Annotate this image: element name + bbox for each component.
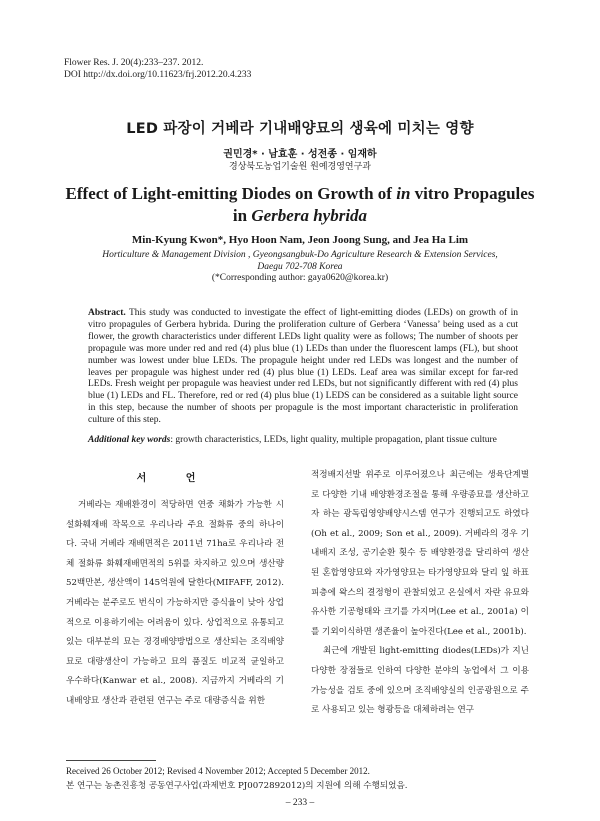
english-affiliation-line1: Horticulture & Management Division , Gyeongsangbuk-Do Agriculture Research & Extension Services,	[102, 250, 498, 260]
english-title-part2: vitro Propagules	[410, 184, 535, 203]
korean-title: LED 파장이 거베라 기내배양묘의 생육에 미치는 영향	[126, 121, 474, 137]
additional-keywords	[88, 435, 528, 445]
corresponding-author: (*Corresponding author: gaya0620@korea.kr)	[211, 273, 389, 283]
journal-citation: Flower Res. J. 20(4):233–237. 2012.	[64, 58, 204, 68]
left-column	[66, 466, 284, 712]
english-affiliation	[60, 249, 540, 273]
received-dates: Received 26 October 2012; Revised 4 November 2012; Accepted 5 December 2012.	[66, 766, 370, 776]
right-column	[311, 466, 529, 721]
abstract-text: This study was conducted to investigate the effect of light-emitting diodes (LEDs) on growth of in vitro propagules of Gerbera hybrida. During the proliferation culture of Gerbera ‘Vanessa’ being used as a cut flower, the growth characteristics under different LEDs light quality were as follows; The number of shoots per propagule was more under red and red (4) plus blue (1) LEDs than under the fluorescent lamps (FL), but shoot number was lowest under blue LEDs. The propagule height under red LEDs was longest and the number of leaves per propagule was highest under red (4) plus blue (1) LEDs. Leaf area was similar except for far-red LEDs. Fresh weight per propagule was heaviest under red LEDs, but not significantly different with red (4) plus blue (1) LEDs and FL. Therefore, red or red (4) plus blue (1) LEDS can be considered as a suitable light source in this step, because the number of shoots per propagule is the most important characteristic in proliferation culture of this step.	[88, 308, 518, 426]
journal-header	[64, 57, 251, 81]
english-affiliation-line2: Daegu 702-708 Korea	[257, 262, 343, 272]
abstract-label: Abstract.	[88, 308, 126, 318]
section-heading-introduction: 서 언	[136, 473, 214, 484]
korean-affiliation: 경상북도농업기술원 원예경영연구과	[229, 162, 371, 172]
right-column-paragraph-2: 최근에 개발된 light-emitting diodes(LEDs)가 지닌 다양한 장점들로 인하여 다양한 분야의 농업에서 그 이용가능성을 검토 중에 있으며 조직배양실의 인공광원으로 주로 사용되고 있는 형광등을 대체하려는 연구	[311, 646, 529, 716]
keywords-text: : growth characteristics, LEDs, light quality, multiple propagation, plant tissue culture	[170, 435, 497, 445]
english-title-line2-prefix: in	[232, 206, 252, 225]
journal-doi[interactable]: DOI http://dx.doi.org/10.11623/frj.2012.20.4.233	[64, 70, 252, 80]
funding-note: 본 연구는 농촌진흥청 공동연구사업(과제번호 PJ0072892012)의 지원에 의해 수행되었음.	[66, 781, 408, 791]
english-title	[40, 183, 560, 227]
left-column-paragraph: 거베라는 재배환경이 적당하면 연중 채화가 가능한 시설화훼재배 작목으로 우리나라 주요 절화류 중의 하나이다. 국내 거베라 재배면적은 2011년 71ha로 우리나라 전체 절화류 화훼재배면적의 5위를 차지하고 있으며 생산량 52백만본, 생산액이 145억원에 달한다(MIFAFF, 2012). 거베라는 분주로도 번식이 가능하지만 증식율이 낮아 상업적으로 이용하기에는 어려움이 있다. 상업적으로 유통되고 있는 대부분의 묘는 경경배양방법으로 생산되는 조직배양묘로 대량생산이 가능하고 묘의 품질도 비교적 균일하고 우수하다(Kanwar et al., 2008). 지금까지 거베라의 기내배양묘 생산과 관련된 연구는 주로 대량증식을 위한	[66, 500, 284, 706]
english-title-species: Gerbera hybrida	[251, 206, 368, 225]
abstract	[88, 308, 518, 427]
keywords-label: Additional key words	[88, 435, 171, 445]
footnote-divider	[66, 760, 156, 761]
english-authors: Min-Kyung Kwon*, Hyo Hoon Nam, Jeon Joong Sung, and Jea Ha Lim	[131, 234, 469, 246]
right-column-paragraph-1: 적정배지선발 위주로 이루어졌으나 최근에는 생육단계별로 다양한 기내 배양환경조절을 통해 우량종묘를 생산하고자 하는 광독립영양배양시스템 연구가 진행되고도 하였다(Oh et al., 2009; Son et al., 2009). 거베라의 경우 기내배지 조성, 공기순환 횟수 등 배양환경을 달리하여 생산된 혼합영양묘와 자가영양묘는 타가영양묘와 달리 잎 하표피층에 왁스의 결정형이 관찰되었고 온실에서 자란 유묘와 유사한 기공형태와 크기를 가지며(Lee et al., 2001a) 이를 기외이식하면 생존율이 높아진다(Lee et al., 2001b).	[311, 470, 529, 637]
page-number: – 233 –	[285, 798, 315, 808]
korean-authors: 권민경* · 남효훈 · 성전종 · 임재하	[223, 149, 377, 160]
english-title-part1: Effect of Light-emitting Diodes on Growth of	[65, 184, 397, 203]
english-title-italic: in	[396, 184, 411, 203]
